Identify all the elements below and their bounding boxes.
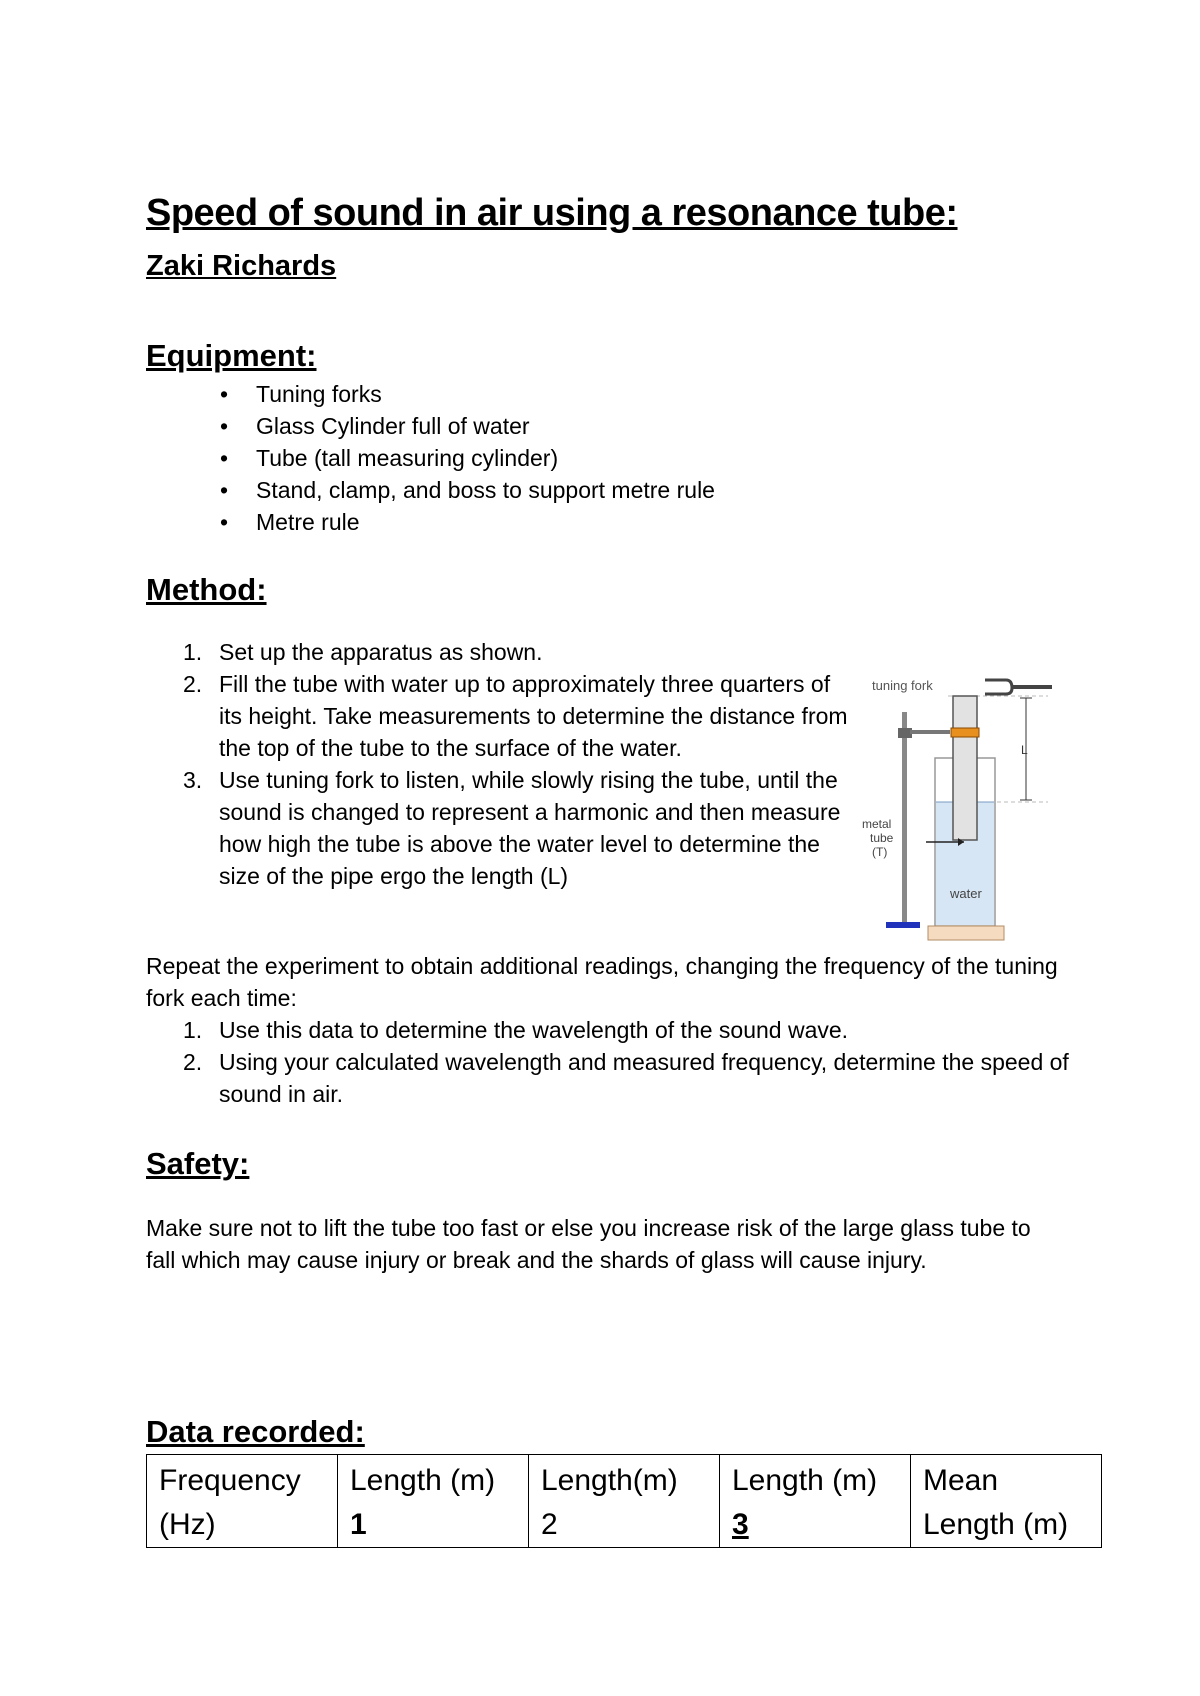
clamp (951, 728, 979, 737)
list-item: • Tuning forks (256, 378, 956, 410)
list-item (183, 668, 849, 764)
diagram-tube-label: (T) (872, 845, 888, 859)
table-row (147, 1455, 1102, 1548)
header-line: 2 (541, 1508, 558, 1541)
table-header-cell (338, 1455, 529, 1548)
step-number: 2. (183, 671, 203, 697)
safety-paragraph: Make sure not to lift the tube too fast or else you increase risk of the large glass tube to fall which may cause injury or break and the shards of glass will cause injury. (146, 1215, 1031, 1273)
stand-base (886, 922, 920, 928)
step-text: Set up the apparatus as shown. (219, 639, 543, 665)
diagram-fork-label: tuning fork (872, 678, 933, 693)
base-block (928, 926, 1004, 940)
step-number: 3. (183, 767, 203, 793)
header-line: Mean (923, 1464, 999, 1497)
list-item (183, 764, 849, 892)
data-heading: Data recorded: (146, 1414, 365, 1449)
step-text: Using your calculated wavelength and measured frequency, determine the speed of sound in air. (219, 1049, 1069, 1107)
header-line: Length (m) (350, 1464, 496, 1497)
list-item: • Glass Cylinder full of water (256, 410, 956, 442)
header-line: Frequency (159, 1464, 301, 1497)
repeat-paragraph: Repeat the experiment to obtain additional readings, changing the frequency of the tuning fork each time: (146, 953, 1058, 1011)
list-item (183, 1046, 1069, 1110)
document-title: Speed of sound in air using a resonance tube: (146, 192, 958, 234)
table-header-cell (911, 1455, 1102, 1548)
list-item: • Stand, clamp, and boss to support metre rule (256, 474, 956, 506)
safety-heading: Safety: (146, 1146, 250, 1181)
table-header-cell (529, 1455, 720, 1548)
table-header-cell (147, 1455, 338, 1548)
step-text: Fill the tube with water up to approximately three quarters of its height. Take measurements to determine the distance from the top of the tube to the surface of the water. (219, 671, 848, 761)
step-text: Use tuning fork to listen, while slowly rising the tube, until the sound is changed to represent a harmonic and then measure how high the tube is above the water level to determine the size of the pipe ergo the length (L) (219, 767, 841, 889)
header-line: Length (m) (923, 1508, 1069, 1541)
equipment-heading: Equipment: (146, 338, 317, 373)
data-table (146, 1454, 1102, 1548)
diagram-tube-label: metal (862, 817, 892, 831)
header-line: 3 (732, 1508, 749, 1541)
header-line: Length (m) (732, 1464, 878, 1497)
method-heading: Method: (146, 572, 267, 607)
diagram-water-label: water (950, 886, 982, 901)
list-item: • Metre rule (256, 506, 956, 538)
list-item: • Tube (tall measuring cylinder) (256, 442, 956, 474)
header-line: 1 (350, 1508, 367, 1541)
step-number: 1. (183, 639, 203, 665)
diagram-tube-label: tube (870, 831, 894, 845)
list-item (183, 636, 849, 668)
tuning-fork-icon (985, 680, 1052, 694)
header-line: (Hz) (159, 1508, 216, 1541)
step-number: 2. (183, 1049, 203, 1075)
author-name: Zaki Richards (146, 250, 337, 282)
list-item (183, 1014, 1069, 1046)
metal-tube (953, 696, 977, 840)
step-text: Use this data to determine the wavelength of the sound wave. (219, 1017, 849, 1043)
method-steps (146, 636, 849, 892)
stand-rod (902, 712, 907, 924)
apparatus-diagram (860, 672, 1060, 952)
step-number: 1. (183, 1017, 203, 1043)
table-header-cell (720, 1455, 911, 1548)
diagram-length-label: L (1021, 743, 1028, 757)
analysis-steps (146, 1014, 1069, 1110)
header-line: Length(m) (541, 1464, 678, 1497)
equipment-list (146, 378, 956, 538)
